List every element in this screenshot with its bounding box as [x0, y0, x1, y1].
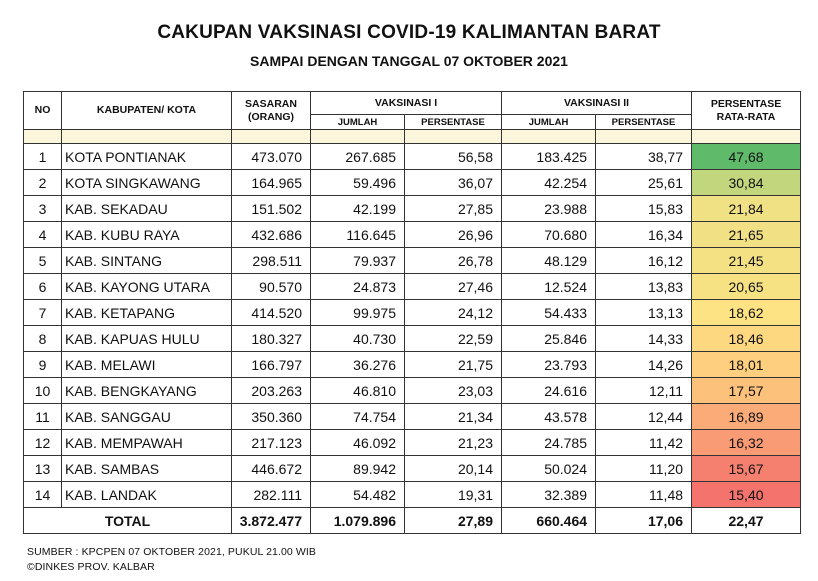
row-v2-pct: 14,26: [596, 352, 692, 378]
col-header-sasaran: [232, 92, 311, 130]
row-v2-jumlah: 12.524: [502, 274, 596, 300]
table-row: [24, 222, 801, 248]
header-spacer-row: [24, 130, 801, 144]
row-rata: 20,65: [692, 274, 801, 300]
footer-credit: ©DINKES PROV. KALBAR: [27, 561, 155, 573]
row-kabupaten: KAB. SEKADAU: [62, 196, 232, 222]
row-v2-pct: 11,48: [596, 482, 692, 508]
row-v2-jumlah: 24.785: [502, 430, 596, 456]
row-v2-jumlah: 43.578: [502, 404, 596, 430]
col-header-sasaran-label: SASARAN: [245, 97, 297, 110]
row-kabupaten: KAB. KETAPANG: [62, 300, 232, 326]
row-kabupaten: KOTA SINGKAWANG: [62, 170, 232, 196]
row-v1-pct: 24,12: [405, 300, 502, 326]
row-rata: 15,67: [692, 456, 801, 482]
document-subtitle: SAMPAI DENGAN TANGGAL 07 OKTOBER 2021: [250, 53, 568, 69]
row-sasaran: 473.070: [232, 144, 311, 170]
row-v1-jumlah: 79.937: [311, 248, 405, 274]
total-v1-pct: 27,89: [405, 508, 502, 534]
row-sasaran: 203.263: [232, 378, 311, 404]
row-v1-pct: 26,96: [405, 222, 502, 248]
col-header-v1-jumlah: JUMLAH: [311, 115, 405, 130]
row-rata: 47,68: [692, 144, 801, 170]
table-row: [24, 144, 801, 170]
total-row: [24, 508, 801, 534]
row-v1-jumlah: 74.754: [311, 404, 405, 430]
col-header-v2-jumlah: JUMLAH: [502, 115, 596, 130]
row-rata: 15,40: [692, 482, 801, 508]
row-kabupaten: KOTA PONTIANAK: [62, 144, 232, 170]
row-sasaran: 90.570: [232, 274, 311, 300]
table-row: [24, 170, 801, 196]
row-no: 7: [24, 300, 62, 326]
row-v2-pct: 11,20: [596, 456, 692, 482]
total-v2-jumlah: 660.464: [502, 508, 596, 534]
total-v1-jumlah: 1.079.896: [311, 508, 405, 534]
document-title: CAKUPAN VAKSINASI COVID-19 KALIMANTAN BARAT: [157, 22, 661, 43]
row-rata: 21,65: [692, 222, 801, 248]
row-v2-jumlah: 54.433: [502, 300, 596, 326]
col-header-vaksinasi-2: VAKSINASI II: [502, 92, 692, 115]
total-sasaran: 3.872.477: [232, 508, 311, 534]
row-no: 2: [24, 170, 62, 196]
row-rata: 16,32: [692, 430, 801, 456]
row-sasaran: 350.360: [232, 404, 311, 430]
row-v1-jumlah: 46.810: [311, 378, 405, 404]
row-v1-pct: 26,78: [405, 248, 502, 274]
row-v1-jumlah: 46.092: [311, 430, 405, 456]
row-v2-jumlah: 183.425: [502, 144, 596, 170]
row-v1-jumlah: 267.685: [311, 144, 405, 170]
row-v1-jumlah: 36.276: [311, 352, 405, 378]
col-header-rata-line1: PERSENTASE: [710, 97, 782, 110]
row-sasaran: 432.686: [232, 222, 311, 248]
total-rata: 22,47: [692, 508, 801, 534]
row-kabupaten: KAB. KUBU RAYA: [62, 222, 232, 248]
row-v1-pct: 27,85: [405, 196, 502, 222]
col-header-no: NO: [24, 92, 62, 130]
row-rata: 18,01: [692, 352, 801, 378]
col-header-v2-persentase: PERSENTASE: [596, 115, 692, 130]
row-v1-pct: 19,31: [405, 482, 502, 508]
row-v1-pct: 21,34: [405, 404, 502, 430]
row-sasaran: 298.511: [232, 248, 311, 274]
row-v2-pct: 13,83: [596, 274, 692, 300]
total-label: TOTAL: [24, 508, 232, 534]
row-sasaran: 446.672: [232, 456, 311, 482]
row-v2-pct: 15,83: [596, 196, 692, 222]
row-rata: 18,62: [692, 300, 801, 326]
row-v2-pct: 16,34: [596, 222, 692, 248]
table-row: [24, 378, 801, 404]
row-no: 3: [24, 196, 62, 222]
row-no: 14: [24, 482, 62, 508]
row-rata: 16,89: [692, 404, 801, 430]
row-rata: 30,84: [692, 170, 801, 196]
row-no: 9: [24, 352, 62, 378]
row-v1-pct: 20,14: [405, 456, 502, 482]
row-v1-jumlah: 42.199: [311, 196, 405, 222]
table-row: [24, 352, 801, 378]
row-v1-jumlah: 40.730: [311, 326, 405, 352]
row-v1-jumlah: 99.975: [311, 300, 405, 326]
row-v2-pct: 38,77: [596, 144, 692, 170]
row-kabupaten: KAB. LANDAK: [62, 482, 232, 508]
row-sasaran: 217.123: [232, 430, 311, 456]
row-sasaran: 414.520: [232, 300, 311, 326]
row-sasaran: 164.965: [232, 170, 311, 196]
row-rata: 17,57: [692, 378, 801, 404]
row-v1-jumlah: 24.873: [311, 274, 405, 300]
row-kabupaten: KAB. KAYONG UTARA: [62, 274, 232, 300]
row-v1-pct: 56,58: [405, 144, 502, 170]
row-v2-pct: 13,13: [596, 300, 692, 326]
row-rata: 18,46: [692, 326, 801, 352]
col-header-kabupaten: KABUPATEN/ KOTA: [62, 92, 232, 130]
row-v2-jumlah: 24.616: [502, 378, 596, 404]
total-v2-pct: 17,06: [596, 508, 692, 534]
row-v2-pct: 12,44: [596, 404, 692, 430]
row-v2-jumlah: 50.024: [502, 456, 596, 482]
row-no: 5: [24, 248, 62, 274]
row-sasaran: 151.502: [232, 196, 311, 222]
table-row: [24, 274, 801, 300]
row-kabupaten: KAB. SINTANG: [62, 248, 232, 274]
row-v2-pct: 14,33: [596, 326, 692, 352]
row-v2-pct: 25,61: [596, 170, 692, 196]
row-no: 13: [24, 456, 62, 482]
table-row: [24, 430, 801, 456]
row-kabupaten: KAB. MELAWI: [62, 352, 232, 378]
row-sasaran: 282.111: [232, 482, 311, 508]
table-body: [24, 144, 801, 508]
table-row: [24, 482, 801, 508]
row-sasaran: 166.797: [232, 352, 311, 378]
col-header-rata-rata: [692, 92, 801, 130]
row-sasaran: 180.327: [232, 326, 311, 352]
table-row: [24, 404, 801, 430]
table-row: [24, 196, 801, 222]
row-v1-jumlah: 116.645: [311, 222, 405, 248]
row-kabupaten: KAB. MEMPAWAH: [62, 430, 232, 456]
col-header-vaksinasi-1: VAKSINASI I: [311, 92, 502, 115]
row-v2-jumlah: 25.846: [502, 326, 596, 352]
row-no: 12: [24, 430, 62, 456]
row-v2-pct: 11,42: [596, 430, 692, 456]
table-row: [24, 300, 801, 326]
row-v2-jumlah: 23.793: [502, 352, 596, 378]
row-no: 6: [24, 274, 62, 300]
row-v2-jumlah: 70.680: [502, 222, 596, 248]
row-v1-pct: 23,03: [405, 378, 502, 404]
row-v1-jumlah: 89.942: [311, 456, 405, 482]
row-kabupaten: KAB. SAMBAS: [62, 456, 232, 482]
row-v1-jumlah: 54.482: [311, 482, 405, 508]
table-row: [24, 326, 801, 352]
row-kabupaten: KAB. SANGGAU: [62, 404, 232, 430]
row-v2-jumlah: 48.129: [502, 248, 596, 274]
row-v1-pct: 36,07: [405, 170, 502, 196]
row-no: 1: [24, 144, 62, 170]
col-header-sasaran-unit: (ORANG): [247, 110, 295, 123]
row-v1-pct: 21,23: [405, 430, 502, 456]
row-v1-jumlah: 59.496: [311, 170, 405, 196]
row-v1-pct: 22,59: [405, 326, 502, 352]
row-v2-jumlah: 42.254: [502, 170, 596, 196]
row-no: 8: [24, 326, 62, 352]
row-kabupaten: KAB. KAPUAS HULU: [62, 326, 232, 352]
row-rata: 21,45: [692, 248, 801, 274]
table-row: [24, 456, 801, 482]
row-no: 10: [24, 378, 62, 404]
row-no: 11: [24, 404, 62, 430]
vaccination-table: [23, 91, 801, 534]
row-v2-jumlah: 32.389: [502, 482, 596, 508]
row-v1-pct: 27,46: [405, 274, 502, 300]
row-rata: 21,84: [692, 196, 801, 222]
row-kabupaten: KAB. BENGKAYANG: [62, 378, 232, 404]
row-no: 4: [24, 222, 62, 248]
col-header-rata-line2: RATA-RATA: [716, 110, 776, 123]
table-row: [24, 248, 801, 274]
row-v2-pct: 12,11: [596, 378, 692, 404]
footer-source: SUMBER : KPCPEN 07 OKTOBER 2021, PUKUL 21.00 WIB: [27, 546, 316, 558]
col-header-v1-persentase: PERSENTASE: [405, 115, 502, 130]
row-v2-jumlah: 23.988: [502, 196, 596, 222]
row-v2-pct: 16,12: [596, 248, 692, 274]
row-v1-pct: 21,75: [405, 352, 502, 378]
